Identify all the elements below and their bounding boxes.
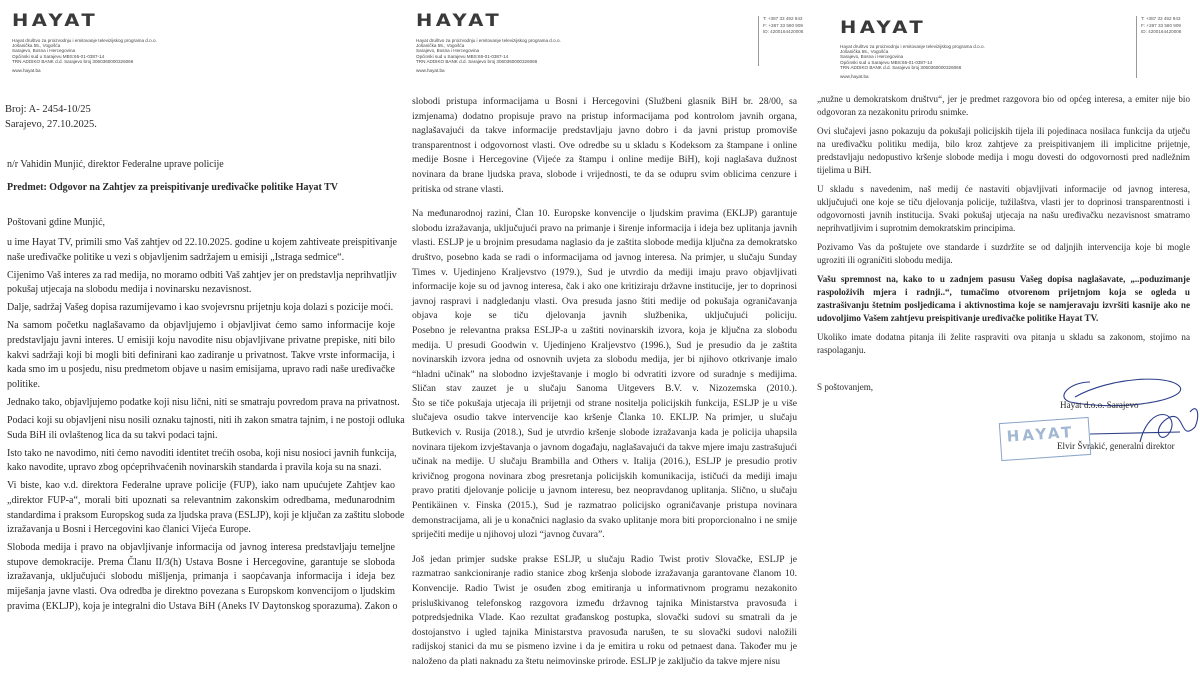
paragraph bbox=[7, 414, 405, 443]
letterhead-website: www.hayat.ba bbox=[416, 68, 445, 74]
text-line: pritiska od strane vlasti. bbox=[412, 183, 504, 195]
text-line: javnoj raspravi i nadgledanju vlasti. Ova presuda jasno štiti medije od pokušaja ograničavanja bbox=[412, 295, 797, 307]
letterhead-line: Hayat društvo za proizvodnju i emitovanje televizijskog programa d.o.o. bbox=[12, 38, 157, 43]
text-line: Konvencije. Radio Twist je osuđen zbog emitiranja u informativnom programu nezakonito bbox=[412, 583, 797, 594]
text-line: neprihvatljivim i suprotnim demokratskim principima. bbox=[817, 223, 1016, 233]
text-line: novinara tijekom izvještavanja o javnom događaju, naglašavajući da takve mjere imaju zastrašujući bbox=[412, 441, 797, 453]
text-line: slobodi pristupa informacijama u Bosni i Hercegovini (Službeni glasnik BiH br. 28/00, sa bbox=[412, 96, 797, 107]
id-number: ID: 4200164420006 bbox=[763, 29, 804, 34]
letterhead-info bbox=[840, 44, 985, 79]
text-line: pokušaj utjecaja na slobodu medija i novinarsku nezavisnost. bbox=[7, 284, 252, 296]
paragraph bbox=[7, 447, 395, 476]
text-line: standardima i praksom Europskog suda za ljudska prava (ESLJP), koji je ključan za zaštitu slobode bbox=[7, 509, 405, 521]
letterhead-line: TRN ADDIKO BANK d.d. Sarajevo broj 3060360000326066 bbox=[840, 64, 962, 70]
paragraph bbox=[412, 95, 797, 197]
text-line: razmatrao sankcioniranje radio stanice zbog kršenja slobode izražavanja garantovane članom 10. bbox=[412, 568, 797, 580]
text-line: U skladu s navedenim, naš medij će nastaviti objavljivati informacije od javnog interesa, bbox=[817, 184, 1190, 194]
text-line: izražavanja u Bosni i Hercegovini kao članici Vijeća Europe. bbox=[7, 524, 251, 536]
paragraph bbox=[817, 241, 1190, 267]
text-line: potpredsjednika Vlade. Kao rezultat građanskog postupka, slovački sudovi su smatrali da je bbox=[412, 612, 797, 624]
text-line: društvo, posebno kada se radi o informacijama od javnog interesa. Na primjer, u slučaju Sunday bbox=[412, 251, 797, 263]
letterhead-website: www.hayat.ba bbox=[12, 68, 41, 74]
letterhead-line: Jošanička 55., Vogošća bbox=[12, 43, 61, 49]
text-line: naglašavajući da takve informacije predstavljaju javno dobro i da javni pristup promoviše bbox=[412, 125, 797, 137]
letter-page-1 bbox=[0, 0, 405, 675]
paragraph bbox=[817, 273, 1190, 325]
text-line: miješanja javne vlasti. Ova odredba je direktno povezana s Europskom konvencijom o ljudskim bbox=[7, 586, 395, 598]
letterhead-line: Sarajevo, Bosna i Hercegovina bbox=[12, 48, 76, 54]
company-name: Hayat d.o.o. Sarajevo bbox=[1060, 400, 1139, 410]
letterhead-line: Sarajevo, Bosna i Hercegovina bbox=[840, 54, 904, 60]
text-line: „nužne u demokratskom društvu“, jer je predmet razgovora bio od općeg interesa, a emiter nije bio bbox=[817, 94, 1190, 104]
text-line: krivičnog progona novinara zbog presretanja policijskih komunikacija, ističući da mediji imaju bbox=[412, 470, 797, 482]
text-line: učinak na medije. U slučaju Brambilla and Others v. Italija (2016.), ESLJP je presudio protiv bbox=[412, 456, 797, 468]
paragraph bbox=[412, 553, 797, 670]
paragraph bbox=[7, 541, 398, 614]
letterhead-line: Sarajevo, Bosna i Hercegovina bbox=[416, 48, 480, 54]
paragraph bbox=[817, 331, 1190, 357]
letterhead-line: Općinski sud u Sarajevu MBS:65-01-0387-14 bbox=[416, 53, 509, 59]
text-line: Butkevich v. Rusija (2018.), Sud je utvrdio kršenje slobode izražavanja kada je policija uhapsila bbox=[412, 427, 797, 439]
text-line: predstavljaju javni interes. U emisiji koju navodite nisu objavljivane privatne prepiske, niti bilo bbox=[7, 335, 395, 347]
paragraph bbox=[817, 125, 1190, 177]
text-line: medije Bosne i Hercegovine (Vijeće za štampu i online medije BiH), koji naglašava dužnost bbox=[412, 154, 797, 166]
phone: T: +387 33 492 943 bbox=[1141, 16, 1181, 21]
paragraph bbox=[412, 207, 797, 543]
paragraph bbox=[817, 93, 1190, 119]
text-line: spriječiti medije u njihovoj ulozi “javnog čuvara”. bbox=[412, 529, 605, 541]
reference-number: Broj: A- 2454-10/25 bbox=[5, 104, 91, 115]
paragraph bbox=[7, 479, 405, 537]
letterhead-website: www.hayat.ba bbox=[840, 74, 869, 80]
text-line: naše uređivačke politike u vezi s objavljenim sadržajem u emisiji „Istraga sedmice“. bbox=[7, 251, 345, 263]
text-line: kakvi sadržaji koji bi mogli biti definirani kao zadiranje u privatnost. Takve vrste informacija, i bbox=[7, 349, 395, 361]
paragraph bbox=[7, 301, 395, 316]
text-line: u ime Hayat TV, primili smo Vaš zahtjev od 22.10.2025. godine u kojem zahtiveate preispitivanje bbox=[7, 237, 397, 248]
letterhead-line: TRN ADDIKO BANK d.d. Sarajevo broj 3060360000326066 bbox=[12, 58, 134, 64]
text-line: Times v. Ujedinjeno Kraljevstvo (1979.), Sud je utvrdio da mediji imaju pravo objavljivati bbox=[412, 266, 797, 278]
text-line: Pentikäinen v. Finska (2015.), Sud je razmatrao policijsko ograničavanje pristupa novinara bbox=[412, 500, 797, 512]
text-line: “hladni učinak” na slobodno izvještavanje i moglo bi odvratiti izvore od suradnje s medijima. bbox=[412, 368, 797, 380]
text-line: Ovi slučajevi jasno pokazuju da pokušaji policijskih tijela ili pojedinaca nosilaca funkcija da utječu bbox=[817, 126, 1190, 136]
letter-page-3 bbox=[800, 0, 1200, 675]
text-line: Na međunarodnoj razini, Član 10. Europske konvencije o ljudskim pravima (EKLJP) garantuje bbox=[412, 208, 797, 220]
text-line: udovoljimo Vašem zahtjevu preispitivanje uređivačke politike Hayat TV. bbox=[817, 313, 1099, 323]
text-line: informacije koje su od javnog interesa, čak i ako one kritiziraju državne institucije, jer to doprinosi bbox=[412, 281, 797, 293]
text-line: „direktor FUP-a“, morali biti upoznati sa relevantnim zakonskim odredbama, međunarodnim bbox=[7, 495, 395, 506]
text-line: odgovoran za nezakonitu prirodu snimke. bbox=[817, 107, 969, 117]
paragraph bbox=[817, 183, 1190, 235]
paragraph bbox=[7, 396, 400, 411]
reference-block bbox=[5, 102, 97, 132]
text-line: transparentnost i odgovornost vlasti. Ove odredbe su u skladu s Kodeksom za štampane i online bbox=[412, 139, 797, 151]
text-line: Vi biste, kao v.d. direktora Federalne uprave policije (FUP), iako nam upućujete Zahtjev kao bbox=[7, 480, 395, 492]
text-line: Jednako tako, objavljujemo podatke koji nisu lični, niti se smatraju povredom prava na privatnost. bbox=[7, 396, 400, 408]
text-line: Još jedan primjer sudske prakse ESLJP, u slučaju Radio Twist protiv Slovačke, ESLJP je bbox=[412, 553, 797, 565]
paragraph bbox=[7, 269, 395, 298]
letter-body bbox=[7, 236, 405, 618]
paragraph bbox=[7, 319, 395, 392]
text-line: odgovornosti javnih institucija. Svaki pokušaj utjecaja na našu uređivačku nezavisnost smatramo bbox=[817, 210, 1190, 220]
text-line: tijelima u BiH. bbox=[817, 165, 872, 175]
letter-page-2 bbox=[400, 0, 804, 675]
recipient: n/r Vahidin Munjić, direktor Federalne uprave policije bbox=[7, 159, 224, 170]
letterhead-line: Hayat društvo za proizvodnju i emitovanje televizijskog programa d.o.o. bbox=[416, 38, 561, 43]
paragraph bbox=[7, 236, 395, 265]
phone: T: +387 33 492 943 bbox=[763, 16, 803, 21]
text-line: slučajeva osudio takve intervencije kao kršenje Članka 10. EKLJP. Na primjer, u slučaju bbox=[412, 412, 797, 424]
text-line: Sloboda medija i pravo na objavljivanje informacija od javnog interesa predstavljaju temeljne bbox=[7, 542, 395, 554]
text-line: politike. bbox=[7, 378, 41, 390]
hayat-logo: HAYAT bbox=[840, 18, 927, 38]
letterhead-line: TRN ADDIKO BANK d.d. Sarajevo broj 3060360000326066 bbox=[416, 58, 538, 64]
text-line: vlasti. ESLJP je u brojnim presudama naglasio da je zaštita slobode medija ključna za demokratsko bbox=[412, 237, 797, 249]
text-line: slobodu izražavanja, uključujući pravo na primanje i širenje informacija i ideja bez uplitanja javnih bbox=[412, 222, 797, 234]
letterhead-line: Općinski sud u Sarajevu MBS:65-01-0387-14 bbox=[840, 59, 933, 65]
contact-info bbox=[1136, 16, 1181, 78]
text-line: Na samom početku naglašavamo da objavljujemo i objavljivat ćemo samo informacije koje bbox=[7, 320, 395, 332]
hayat-logo: HAYAT bbox=[416, 11, 503, 31]
text-line: radijskoj stanici da mu se pismeno izvine i da je emitira u roku od petnaest dana. Također mu je bbox=[412, 641, 797, 653]
subject-line: Predmet: Odgovor na Zahtjev za preispitivanje uređivačke politike Hayat TV bbox=[7, 182, 339, 193]
text-line: kada smo im u posjedu, nisu predmetom objave u nasim emisijama, upravo radi naše uređivačke bbox=[7, 364, 395, 376]
text-line: Što se tiče pokušaja utjecaja ili prijetnji od strane nositelja policijskih funkcija, ESLJP je u više bbox=[412, 397, 797, 409]
letter-body bbox=[817, 93, 1190, 363]
text-line: objava koje se tiču djelovanja javnih službenika, uključujući policiju. bbox=[412, 310, 797, 322]
text-line: demonstracijama, ali je u konačnici naglasio da svako uplitanje mora biti proporcionalno i ne smije bbox=[412, 514, 797, 526]
letterhead-line: Jošanička 55., Vogošća bbox=[840, 49, 889, 55]
text-line: predstavljaju nedopustivo kršenje slobode medija i mogu dovesti do odgovornosti pred nadležnim bbox=[817, 152, 1190, 162]
text-line: na uređivačku politiku medija, bilo kroz zahtjeve za preispitivanjem ili implicitne prijetnje, bbox=[817, 139, 1190, 149]
text-line: Dalje, sadržaj Vašeg dopisa razumijevamo i kao svojevrsnu prijetnju koja dolazi s pozicije moći. bbox=[7, 302, 394, 314]
text-line: Suda BiH ili ovlaštenog lica da su takvi podaci tajni. bbox=[7, 429, 218, 441]
text-line: prisluškivanog telefonskog razgovora između državnog tajnika Ministarstva pravosuđa i bbox=[412, 597, 797, 609]
text-line: uključujući one koje se tiču djelovanja policije, tužilaštva, vlasti jer to doprinosi transparentnosti i bbox=[817, 197, 1190, 207]
text-line: Cijenimo Vaš interes za rad medija, no moramo odbiti Vaš zahtjev jer on predstavlja neprihvatljiv bbox=[7, 269, 397, 281]
text-line: novinara da brane ljudska prava, slobode i vrijednosti, te da se odupru svim oblicima cenzure i bbox=[412, 168, 797, 180]
letterhead-line: Hayat društvo za proizvodnju i emitovanje televizijskog programa d.o.o. bbox=[840, 44, 985, 49]
text-line: stupove demokracije. Prema Članu II/3(h) Ustava Bosne i Hercegovine, garantuje se sloboda bbox=[7, 556, 395, 568]
stamp-text: HAYAT bbox=[1006, 422, 1076, 446]
text-line: Sličan stav zauzet je u slučaju Sanoma Uitgevers B.V. v. Nizozemska (2010.). bbox=[412, 383, 797, 395]
hayat-logo: HAYAT bbox=[12, 11, 99, 31]
closing: S poštovanjem, bbox=[817, 382, 874, 392]
text-line: novinarskih izvora jedna od osnovnih uvjeta za slobodu medija, jer bi njihovo otkrivanje imalo bbox=[412, 354, 797, 366]
text-line: Podaci koji su objavljeni nisu nosili oznaku tajnosti, niti ih zakon smatra tajnim, i ne postoji odluka bbox=[7, 415, 405, 427]
text-line: kako navodite, upravo zbog općeprihvaćenih novinarskih standarda i pravila koja su na snazi. bbox=[7, 462, 382, 474]
letter-body bbox=[412, 95, 797, 680]
letterhead-info bbox=[12, 38, 157, 73]
text-line: Ukoliko imate dodatna pitanja ili želite raspraviti ova pitanja u skladu sa zakonom, stojimo na bbox=[817, 332, 1190, 342]
text-line: raspoloživih mjera i radnji..“, tumačimo otvorenom prijetnjom koja se ogleda u bbox=[817, 287, 1190, 297]
text-line: izražavanja, uključujući slobodu mišljenja, primanja i saopćavanja informacija i ideja bez bbox=[7, 571, 395, 583]
text-line: Isto tako ne navodimo, niti ćemo navoditi identitet trećih osoba, koji nisu nosioci javnih funkcija, bbox=[7, 447, 397, 459]
signatory: Elvir Švrakić, generalni direktor bbox=[1057, 441, 1175, 451]
text-line: naloženo da plati naknadu za štetu neimovinske prirode. ESLJP je zaključio da takve mjere nisu bbox=[412, 655, 781, 667]
text-line: raspolaganju. bbox=[817, 345, 866, 355]
place-date: Sarajevo, 27.10.2025. bbox=[5, 119, 97, 130]
text-line: Pozivamo Vas da poštujete ove standarde i suzdržite se od daljnjih intervencija koje bi mogle bbox=[817, 242, 1190, 252]
fax: F: +387 33 580 909 bbox=[763, 22, 803, 28]
text-line: dostojanstvo i ugled tajnika Ministarstva pravosuđa narušen, te su slovački sudovi naložili bbox=[412, 626, 797, 638]
signature bbox=[1030, 372, 1200, 452]
contact-info bbox=[758, 16, 803, 66]
text-line: medija. U presudi Goodwin v. Ujedinjeno Kraljevstvo (1996.), Sud je presudio da je zaštita bbox=[412, 339, 797, 351]
text-line: pravima (EKLJP), koja je integralni dio Ustava BiH (Aneks IV Daytonskog sporazuma). Zakon o bbox=[7, 600, 398, 612]
text-line: Posebno je relevantna praksa ESLJP-a u zaštiti novinarskih izvora, koja je ključna za slobodu bbox=[412, 324, 797, 336]
text-line: zastrašivanju štetnim posljedicama i aktivnostima koje se namjeravaju izvršiti kasnije ako ne bbox=[817, 300, 1190, 310]
fax: F: +387 33 580 909 bbox=[1141, 22, 1181, 28]
text-line: izmjenama) dodatno propisuje pravo na pristup informacijama pod kontrolom javnih organa, bbox=[412, 110, 797, 122]
letterhead-line: Općinski sud u Sarajevu MBS:65-01-0387-14 bbox=[12, 53, 105, 59]
letterhead-line: Jošanička 55., Vogošća bbox=[416, 43, 465, 49]
text-line: ugroziti ili ograničiti slobodu medija. bbox=[817, 255, 953, 265]
letterhead-info bbox=[416, 38, 561, 73]
id-number: ID: 4200164420006 bbox=[1141, 29, 1182, 34]
text-line: Vašu spremnost na, kako to u zadnjem pasusu Vašeg dopisa naglašavate, „..poduzimanje bbox=[817, 274, 1190, 284]
text-line: pravo pratiti djelovanje policije u javnom interesu, bez neopravdanog uplitanja. Slično, u slučaju bbox=[412, 485, 797, 497]
salutation: Poštovani gdine Munjić, bbox=[7, 217, 106, 228]
